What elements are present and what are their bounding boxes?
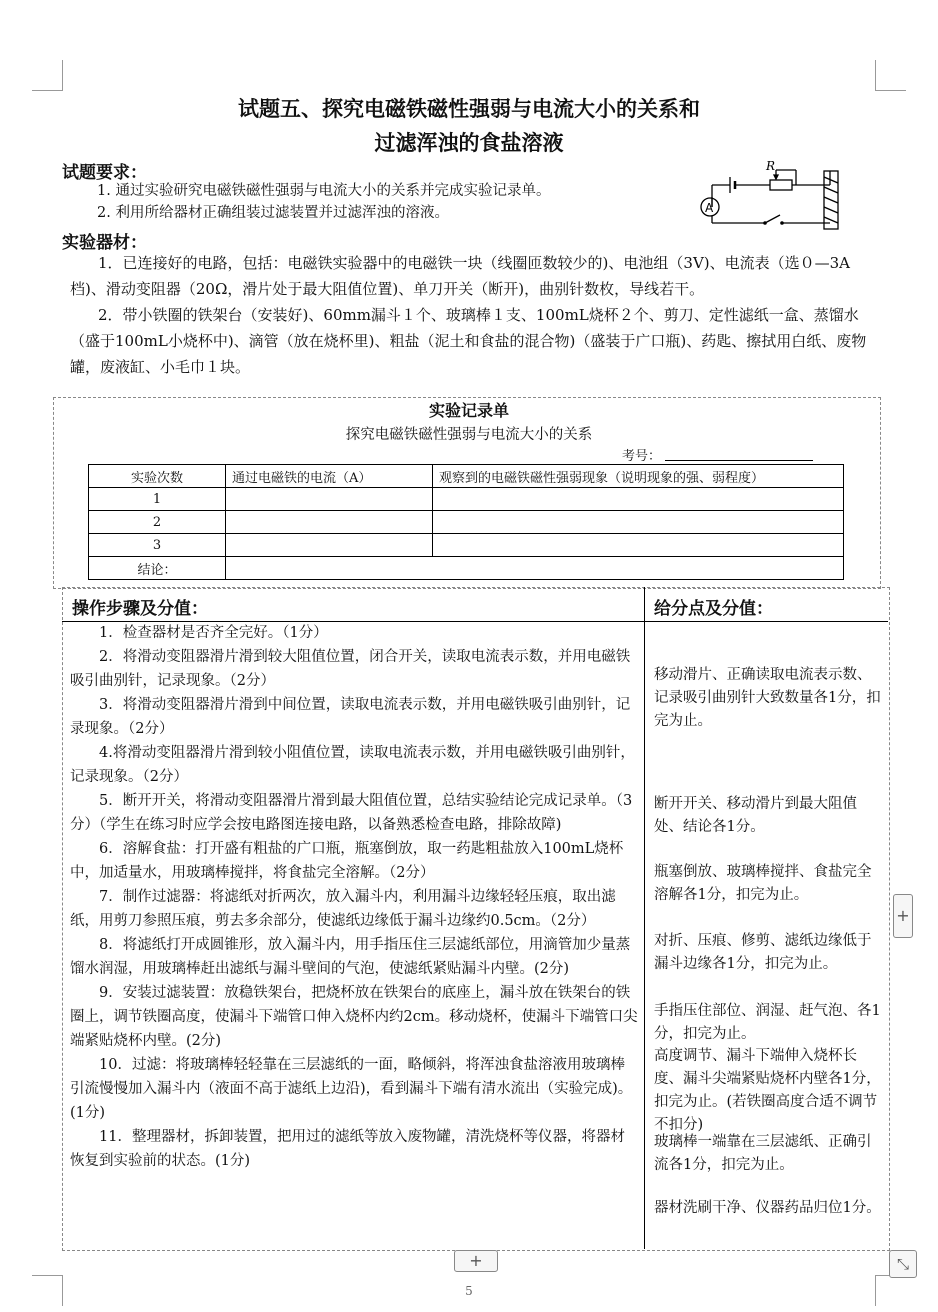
ammeter-label: A	[705, 201, 714, 215]
add-column-button[interactable]: +	[893, 894, 913, 938]
page-title: 试题五、探究电磁铁磁性强弱与电流大小的关系和	[238, 97, 700, 121]
step-item: 9．安装过滤装置：放稳铁架台，把烧杯放在铁架台的底座上，漏斗放在铁架台的铁圈上，调节铁圈高度，使漏斗下端管口伸入烧杯内约2cm。移动烧杯，使漏斗下端管口尖端紧贴烧杯内壁。(2分)	[70, 985, 638, 1049]
resistor-label: R	[766, 159, 776, 173]
step-item: 1．检查器材是否齐全完好。（1分）	[99, 625, 328, 641]
exam-number-field[interactable]	[665, 460, 813, 461]
column-divider	[644, 587, 645, 1249]
table-header: 通过电磁铁的电流（A）	[226, 465, 433, 488]
requirement-item: 2. 利用所给器材正确组装过滤装置并过滤浑浊的溶液。	[97, 205, 449, 221]
crop-mark	[32, 60, 63, 91]
conclusion-cell[interactable]	[226, 557, 844, 580]
table-row	[89, 534, 844, 557]
record-subtitle: 探究电磁铁磁性强弱与电流大小的关系	[345, 427, 593, 443]
step-item: 6．溶解食盐：打开盛有粗盐的广口瓶，瓶塞倒放，取一药匙粗盐放入100mL烧杯中，加适量水，用玻璃棒搅拌，将食盐完全溶解。（2分）	[70, 841, 624, 881]
step-item: 10．过滤：将玻璃棒轻轻靠在三层滤纸的一面，略倾斜，将浑浊食盐溶液用玻璃棒引流慢慢加入漏斗内（液面不高于滤纸上边沿)，看到漏斗下端有清水流出（实验完成)。(1分)	[70, 1057, 633, 1121]
circuit-diagram	[690, 155, 850, 235]
step-item: 7．制作过滤器：将滤纸对折两次，放入漏斗内，利用漏斗边缘轻轻压痕，取出滤纸，用剪刀参照压痕，剪去多余部分，使滤纸边缘低于漏斗边缘约0.5cm。（2分）	[70, 889, 616, 929]
scoring-item: 移动滑片、正确读取电流表示数、记录吸引曲别针大致数量各1分，扣完为止。	[654, 667, 881, 729]
crop-mark	[875, 60, 906, 91]
scoring-item: 对折、压痕、修剪、滤纸边缘低于漏斗边缘各1分，扣完为止。	[654, 933, 872, 972]
expand-table-icon[interactable]: ⤡	[889, 1250, 917, 1278]
step-item: 11．整理器材，拆卸装置，把用过的滤纸等放入废物罐，清洗烧杯等仪器，将器材恢复到实验前的状态。(1分)	[70, 1129, 625, 1169]
page-title-line2: 过滤浑浊的食盐溶液	[374, 131, 564, 155]
steps-heading: 操作步骤及分值：	[72, 599, 208, 619]
trial-number: 1	[89, 488, 226, 511]
exam-number-label: 考号：	[622, 449, 662, 464]
scoring-item: 器材洗刷干净、仪器药品归位1分。	[654, 1200, 881, 1216]
conclusion-label: 结论：	[89, 557, 226, 580]
observation-cell[interactable]	[433, 511, 844, 534]
step-item: 8．将滤纸打开成圆锥形，放入漏斗内，用手指压住三层滤纸部位，用滴管加少量蒸馏水润湿，用玻璃棒赶出滤纸与漏斗壁间的气泡，使滤纸紧贴漏斗内壁。(2分)	[70, 937, 631, 977]
table-header: 观察到的电磁铁磁性强弱现象（说明现象的强、弱程度）	[433, 465, 844, 488]
current-cell[interactable]	[226, 534, 433, 557]
observation-cell[interactable]	[433, 534, 844, 557]
requirement-item: 1. 通过实验研究电磁铁磁性强弱与电流大小的关系并完成实验记录单。	[97, 183, 551, 199]
steps-list	[70, 621, 638, 1173]
step-item: 4.将滑动变阻器滑片滑到较小阻值位置，读取电流表示数，并用电磁铁吸引曲别针，记录现象。（2分）	[70, 745, 635, 785]
current-cell[interactable]	[226, 488, 433, 511]
current-cell[interactable]	[226, 511, 433, 534]
step-item: 2．将滑动变阻器滑片滑到较大阻值位置，闭合开关，读取电流表示数，并用电磁铁吸引曲别针，记录现象。（2分）	[70, 649, 631, 689]
step-item: 5．断开开关，将滑动变阻器滑片滑到最大阻值位置，总结实验结论完成记录单。（3分）（学生在练习时应学会按电路图连接电路，以备熟悉检查电路，排除故障)	[70, 793, 633, 833]
conclusion-row	[89, 557, 844, 580]
add-row-button[interactable]: +	[454, 1250, 498, 1272]
trial-number: 2	[89, 511, 226, 534]
table-header-row	[89, 465, 844, 488]
scoring-item: 高度调节、漏斗下端伸入烧杯长度、漏斗尖端紧贴烧杯内壁各1分，扣完为止。(若铁圈高度合适不调节不扣分)	[654, 1048, 881, 1133]
scoring-item: 断开开关、移动滑片到最大阻值处、结论各1分。	[654, 796, 857, 835]
scoring-item: 瓶塞倒放、玻璃棒搅拌、食盐完全溶解各1分，扣完为止。	[654, 864, 872, 903]
table-row	[89, 488, 844, 511]
record-title: 实验记录单	[428, 401, 509, 420]
trial-number: 3	[89, 534, 226, 557]
scoring-heading: 给分点及分值：	[654, 599, 773, 619]
scoring-item: 手指压住部位、润湿、赶气泡、各1分，扣完为止。	[654, 1003, 881, 1042]
equipment-heading: 实验器材：	[62, 233, 147, 253]
requirements-heading: 试题要求：	[62, 163, 147, 183]
observation-cell[interactable]	[433, 488, 844, 511]
page-number: 5	[465, 1284, 473, 1298]
record-table	[88, 464, 844, 580]
step-item: 3．将滑动变阻器滑片滑到中间位置，读取电流表示数，并用电磁铁吸引曲别针，记录现象。（2分）	[70, 697, 631, 737]
equipment-item-1: 1．已连接好的电路，包括：电磁铁实验器中的电磁铁一块（线圈匝数较少的)、电池组（3V)、电流表（选０—3A档)、滑动变阻器（20Ω，滑片处于最大阻值位置)、单刀开关（断开)，曲别针数枚，导线若干。	[70, 254, 851, 298]
scoring-item: 玻璃棒一端靠在三层滤纸、正确引流各1分，扣完为止。	[654, 1134, 872, 1173]
equipment-item-2: 2．带小铁圈的铁架台（安装好)、60mm漏斗１个、玻璃棒１支、100mL烧杯２个、剪刀、定性滤纸一盒、蒸馏水（盛于100mL小烧杯中)、滴管（放在烧杯里)、粗盐（泥土和食盐的混合物)（盛装于广口瓶)、药匙、擦拭用白纸、废物罐，废液缸、小毛巾１块。	[70, 306, 867, 376]
table-header: 实验次数	[89, 465, 226, 488]
table-row	[89, 511, 844, 534]
